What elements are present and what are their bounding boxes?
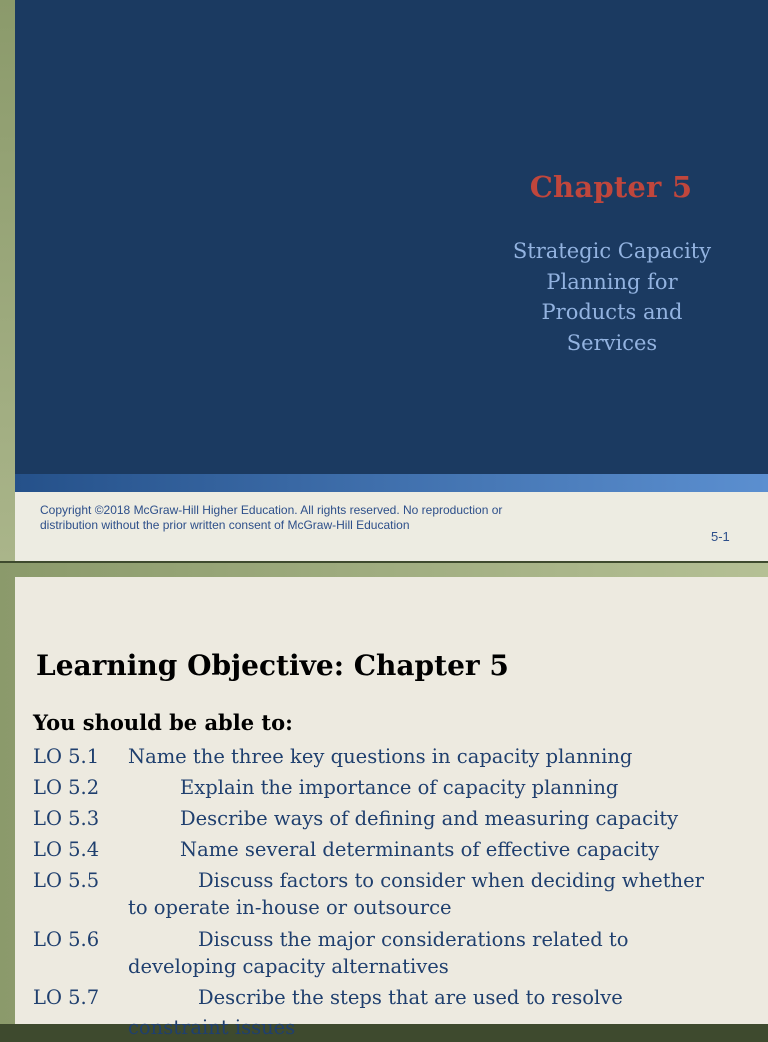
objective-code: LO 5.3 xyxy=(33,807,100,830)
objective-text: Describe ways of defining and measuring capacity xyxy=(180,807,679,830)
copyright-notice xyxy=(40,503,560,533)
objective-code: LO 5.2 xyxy=(33,776,100,799)
objective-code: LO 5.6 xyxy=(33,928,100,951)
chapter-subtitle xyxy=(490,236,734,358)
subtitle-line: Strategic Capacity xyxy=(512,239,712,263)
objective-text: Discuss the major considerations related to xyxy=(198,928,629,951)
objective-text: Name the three key questions in capacity planning xyxy=(128,745,633,768)
copyright-line: Copyright ©2018 McGraw-Hill Higher Education. All rights reserved. No reproduction or xyxy=(40,503,503,517)
subtitle-line: Services xyxy=(566,330,658,355)
objective-code: LO 5.4 xyxy=(33,838,100,861)
objective-text: Name several determinants of effective capacity xyxy=(180,838,660,861)
objective-text: Discuss factors to consider when deciding whether xyxy=(198,869,704,892)
slide-number: 5-1 xyxy=(711,529,730,544)
objective-text: Explain the importance of capacity planning xyxy=(180,776,619,799)
objective-text-continued: constraint issues xyxy=(128,1016,296,1039)
objective-text: Describe the steps that are used to resolve xyxy=(198,986,623,1009)
objective-code: LO 5.7 xyxy=(33,986,100,1009)
objectives-heading: Learning Objective: Chapter 5 xyxy=(36,649,509,682)
objective-text-continued: developing capacity alternatives xyxy=(128,955,449,978)
subtitle-line: Planning for xyxy=(546,269,678,294)
subtitle-line: Products and xyxy=(541,300,683,324)
accent-bar xyxy=(15,474,768,492)
chapter-title: Chapter 5 xyxy=(529,170,693,204)
objective-text-continued: to operate in-house or outsource xyxy=(128,896,452,919)
objective-code: LO 5.5 xyxy=(33,869,100,892)
copyright-line: distribution without the prior written consent of McGraw-Hill Education xyxy=(40,518,410,532)
objective-code: LO 5.1 xyxy=(33,745,100,768)
objectives-intro: You should be able to: xyxy=(33,710,293,735)
